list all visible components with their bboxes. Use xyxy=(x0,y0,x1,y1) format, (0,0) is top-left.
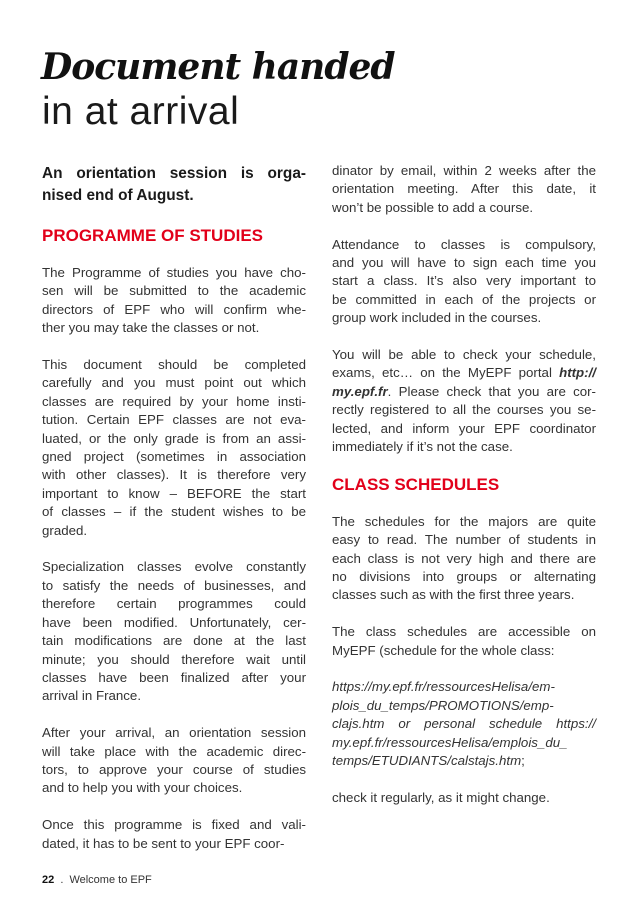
link-text[interactable]: clajs.htm or personal schedule https:// xyxy=(332,716,596,732)
text-line xyxy=(332,697,596,715)
text-line: Once this programme is fixed and vali- xyxy=(42,817,306,833)
text-line: tain modifications are done at the last xyxy=(42,633,306,649)
paragraph xyxy=(42,724,306,798)
text-segment: exams, etc… on the MyEPF portal xyxy=(332,365,560,381)
text-line: have been modified. Unfortunately, cer- xyxy=(42,614,306,630)
right-column xyxy=(332,162,596,826)
page-footer xyxy=(42,874,152,886)
link-text[interactable]: plois_du_temps/PROMOTIONS/emp- xyxy=(332,697,554,713)
text-line: and you will have to sign each time you xyxy=(332,255,596,271)
text-line: dinator by email, within 2 weeks after the xyxy=(332,163,596,178)
paragraph xyxy=(42,558,306,705)
paragraph xyxy=(42,264,306,338)
text-line: and to help you with your choices. xyxy=(42,780,243,796)
section-heading-programme: PROGRAMME OF STUDIES xyxy=(42,226,264,245)
text-line: tution. Certain EPF classes are not eva- xyxy=(42,412,306,428)
paragraph xyxy=(332,678,596,770)
text-line: to satisfy the needs of businesses, and xyxy=(42,577,306,593)
page-number: 22 xyxy=(42,874,55,886)
text-line: carefully and you must point out which xyxy=(42,375,306,391)
page-title: Document handed xyxy=(41,46,395,88)
text-line xyxy=(332,734,596,752)
text-line: sen will be submitted to the academic xyxy=(42,283,306,299)
text-line: easy to read. The number of students in xyxy=(332,532,596,548)
text-line: start a class. It’s also very important to xyxy=(332,273,596,289)
page-subtitle: in at arrival xyxy=(42,90,240,133)
text-line: arrival in France. xyxy=(42,688,142,704)
text-line: After your arrival, an orientation session xyxy=(42,725,306,741)
text-line xyxy=(332,752,596,770)
text-line: rectly registered to all the courses you se- xyxy=(332,402,596,418)
paragraph xyxy=(332,162,596,217)
text-line: You will be able to check your schedule, xyxy=(332,347,596,363)
link-text[interactable]: my.epf.fr xyxy=(332,383,388,399)
footer-section: Welcome to EPF xyxy=(69,874,152,886)
link-text[interactable]: https://my.epf.fr/ressourcesHelisa/em- xyxy=(332,679,555,695)
text-line: no divisions into groups or alternating xyxy=(332,569,596,585)
left-column xyxy=(42,163,306,871)
text-line: check it regularly, as it might change. xyxy=(332,789,550,805)
text-line: immediately if it’s not the case. xyxy=(332,439,513,455)
text-line: nised end of August. xyxy=(42,187,194,204)
text-line: each class is not very high and there are xyxy=(332,550,596,566)
paragraph xyxy=(332,513,596,605)
text-line: luated, or the only grade is from an assi- xyxy=(42,430,306,446)
text-line: This document should be completed xyxy=(42,357,306,373)
text-segment: ; xyxy=(521,753,525,769)
text-line: Attendance to classes is compulsory, xyxy=(332,236,596,252)
section-heading-schedules: CLASS SCHEDULES xyxy=(332,474,500,494)
text-line: ther you may take the classes or not. xyxy=(42,320,260,336)
schedules-body xyxy=(332,513,596,807)
text-segment: . Please check that you are cor- xyxy=(387,383,596,399)
paragraph xyxy=(332,789,596,807)
text-line: classes are required by your home insti- xyxy=(42,393,306,409)
text-line: therefore certain programmes could xyxy=(42,596,306,612)
paragraph xyxy=(42,816,306,853)
intro-text xyxy=(42,163,306,207)
text-line: gned project (sometimes in association xyxy=(42,449,306,465)
text-line xyxy=(332,715,596,733)
paragraph xyxy=(332,236,596,328)
text-line: orientation meeting. After this date, it xyxy=(332,181,596,197)
text-line xyxy=(332,383,596,401)
text-line: The class schedules are accessible on xyxy=(332,624,596,640)
text-line: graded. xyxy=(42,522,88,538)
link-text[interactable]: http:// xyxy=(559,365,596,381)
text-line: be committed in each of the projects or xyxy=(332,291,596,307)
link-text[interactable]: my.epf.fr/ressourcesHelisa/emplois_du_ xyxy=(332,734,568,750)
text-line: The schedules for the majors are quite xyxy=(332,513,596,529)
paragraph xyxy=(332,346,596,456)
text-line: important to know – BEFORE the start xyxy=(42,485,306,501)
text-line: MyEPF (schedule for the whole class: xyxy=(332,642,555,658)
programme-body xyxy=(42,264,306,853)
text-line: won’t be possible to add a course. xyxy=(332,199,534,215)
text-line xyxy=(332,364,596,382)
text-line: lected, and inform your EPF coordinator xyxy=(332,420,596,436)
text-line: dated, it has to be sent to your EPF coor- xyxy=(42,835,285,851)
programme-body-continued xyxy=(332,162,596,456)
text-line: with other classes). It is therefore very xyxy=(42,467,306,483)
text-line: group work included in the courses. xyxy=(332,310,542,326)
text-line: will take place with the academic direc- xyxy=(42,743,306,759)
text-line: minute; you should therefore wait until xyxy=(42,651,306,667)
link-text[interactable]: temps/ETUDIANTS/calstajs.htm xyxy=(332,753,522,769)
text-line: classes such as with the first three years. xyxy=(332,587,575,603)
footer-separator: . xyxy=(60,874,64,886)
text-line xyxy=(332,678,596,696)
text-line: tors, to approve your course of studies xyxy=(42,761,306,777)
text-line: Specialization classes evolve constantly xyxy=(42,559,306,575)
text-line: of classes – if the student wishes to be xyxy=(42,504,306,520)
text-line: directors of EPF who will confirm whe- xyxy=(42,301,306,317)
paragraph xyxy=(42,356,306,540)
text-line: classes have been finalized after your xyxy=(42,669,306,685)
text-line: The Programme of studies you have cho- xyxy=(42,265,306,280)
text-line: An orientation session is orga- xyxy=(42,165,306,182)
paragraph xyxy=(332,623,596,660)
